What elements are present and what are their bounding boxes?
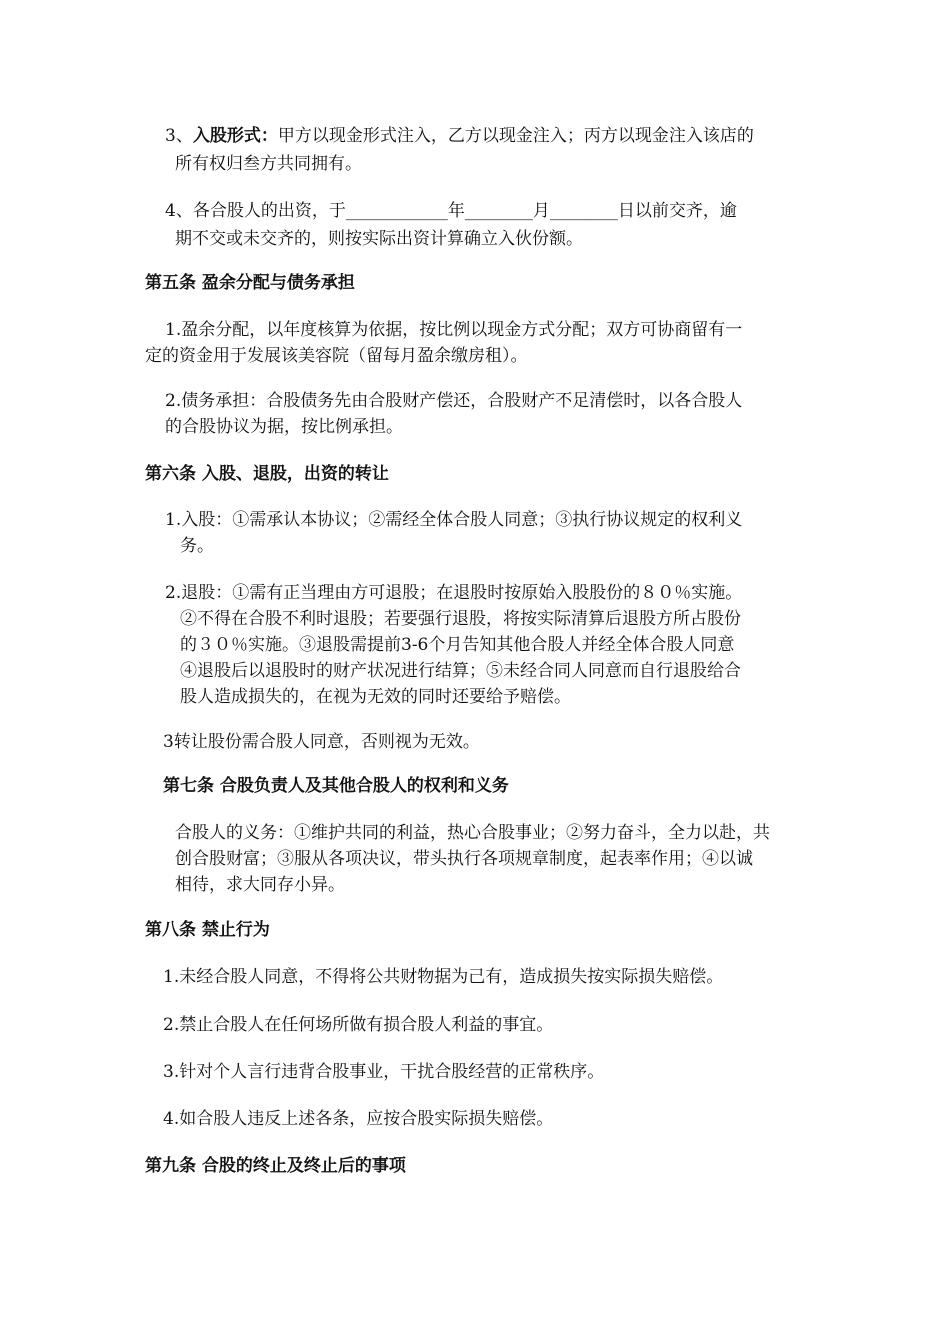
article5-title: 第五条 盈余分配与债务承担	[145, 273, 355, 293]
item4-line2: 期不交或未交齐的，则按实际出资计算确立入伙份额。	[175, 229, 583, 249]
article9-title: 第九条 合股的终止及终止后的事项	[145, 1156, 406, 1176]
article6-p1-line1: 1.入股：①需承认本协议；②需经全体合股人同意；③执行协议规定的权利义	[165, 510, 743, 530]
article6-p2-line1: 2.退股：①需有正当理由方可退股；在退股时按原始入股股份的８０％实施。	[165, 583, 743, 603]
article6-p2-line5: 股人造成损失的，在视为无效的同时还要给予赔偿。	[180, 687, 571, 707]
article6-p2-line4: ④退股后以退股时的财产状况进行结算；⑤未经合同人同意而自行退股给合	[180, 661, 741, 681]
item3-line2: 所有权归叁方共同拥有。	[175, 154, 362, 174]
article6-p2-line2: ②不得在合股不利时退股；若要强行退股，将按实际清算后退股方所占股份	[180, 609, 741, 629]
item3-text: 甲方以现金形式注入，乙方以现金注入；丙方以现金注入该店的	[277, 126, 754, 146]
article6-title: 第六条 入股、退股，出资的转让	[145, 464, 389, 484]
article6-p1-line2: 务。	[180, 536, 214, 556]
item3-label: 入股形式：	[192, 126, 278, 146]
item3-number: 3、	[165, 126, 193, 146]
article5-p1-line1: 1.盈余分配，以年度核算为依据，按比例以现金方式分配；双方可协商留有一	[165, 320, 743, 340]
article8-title: 第八条 禁止行为	[145, 920, 270, 940]
article7-p1-line3: 相待，求大同存小异。	[175, 875, 345, 895]
article5-p1-line2: 定的资金用于发展该美容院（留每月盈余缴房租）。	[145, 346, 528, 366]
item4-line1: 4、各合股人的出资，于____________年________月________日以前交齐，逾	[165, 201, 737, 221]
article6-p3: 3转让股份需合股人同意，否则视为无效。	[163, 732, 480, 752]
article7-p1-line1: 合股人的义务：①维护共同的利益，热心合股事业；②努力奋斗，全力以赴，共	[175, 823, 770, 843]
article8-item-3: 3.针对个人言行违背合股事业，干扰合股经营的正常秩序。	[163, 1062, 605, 1082]
article8-item-4: 4.如合股人违反上述各条，应按合股实际损失赔偿。	[163, 1109, 554, 1129]
article7-p1-line2: 创合股财富；③服从各项决议，带头执行各项规章制度，起表率作用；④以诚	[175, 849, 753, 869]
article6-p2-line3: 的３０％实施。③退股需提前3-6个月告知其他合股人并经全体合股人同意	[180, 635, 735, 655]
article5-p2-line2: 的合股协议为据，按比例承担。	[165, 417, 403, 437]
article8-item-1: 1.未经合股人同意，不得将公共财物据为己有，造成损失按实际损失赔偿。	[163, 967, 724, 987]
article8-item-2: 2.禁止合股人在任何场所做有损合股人利益的事宜。	[163, 1015, 554, 1035]
item3-line1	[165, 124, 754, 148]
article7-title: 第七条 合股负责人及其他合股人的权利和义务	[163, 776, 509, 796]
article5-p2-line1: 2.债务承担：合股债务先由合股财产偿还，合股财产不足清偿时，以各合股人	[165, 391, 743, 411]
